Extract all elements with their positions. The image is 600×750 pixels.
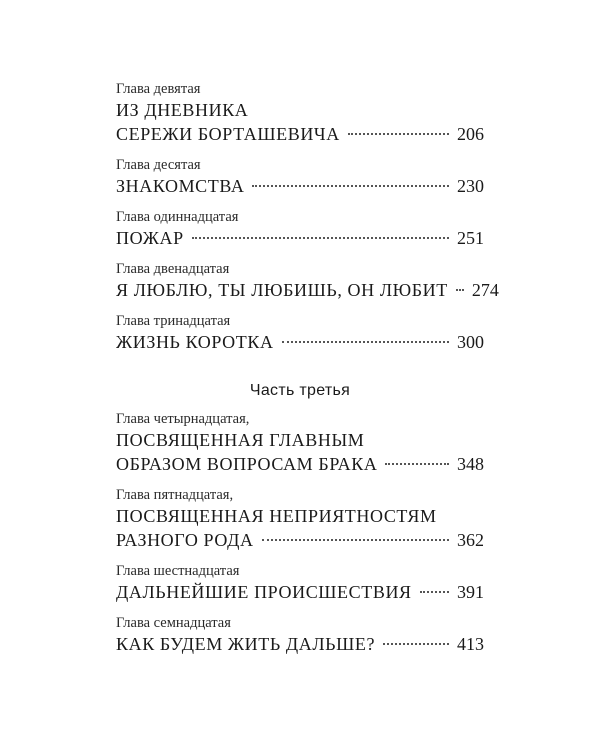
chapter-title: Я ЛЮБЛЮ, ТЫ ЛЮБИШЬ, ОН ЛЮБИТ [116, 280, 448, 300]
chapter-label: Глава тринадцатая [116, 313, 231, 329]
toc-chapter [116, 614, 484, 656]
toc-chapter [116, 156, 484, 198]
dot-leader [383, 643, 449, 645]
toc-entry [116, 580, 484, 604]
toc-group-after [116, 410, 484, 656]
chapter-title: КАК БУДЕМ ЖИТЬ ДАЛЬШЕ? [116, 634, 376, 654]
chapter-label: Глава десятая [116, 157, 201, 173]
toc-chapter [116, 486, 484, 552]
toc-entry [116, 330, 484, 354]
dot-leader [192, 237, 449, 239]
chapter-label: Глава одиннадцатая [116, 209, 239, 225]
chapter-label: Глава двенадцатая [116, 261, 230, 277]
dot-leader [262, 539, 449, 541]
chapter-title-line: ПОСВЯЩЕННАЯ НЕПРИЯТНОСТЯМ [116, 506, 437, 526]
chapter-title: ОБРАЗОМ ВОПРОСАМ БРАКА [116, 454, 378, 474]
chapter-title: РАЗНОГО РОДА [116, 530, 254, 550]
chapter-title: ПОЖАР [116, 228, 184, 248]
dot-leader [282, 341, 449, 343]
dot-leader [348, 133, 449, 135]
chapter-title-line: ИЗ ДНЕВНИКА [116, 100, 249, 120]
page-number: 230 [457, 176, 484, 196]
toc-group-before [116, 80, 499, 354]
toc-chapter [116, 80, 484, 146]
chapter-label: Глава шестнадцатая [116, 563, 240, 579]
page-number: 274 [471, 280, 499, 300]
toc-chapter [116, 562, 484, 604]
chapter-label: Глава четырнадцатая, [116, 411, 250, 427]
toc-entry [116, 528, 484, 552]
page-number: 362 [457, 530, 484, 550]
dot-leader [456, 289, 464, 291]
dot-leader [420, 591, 449, 593]
toc-chapter [116, 260, 499, 302]
toc-entry [116, 174, 484, 198]
toc-entry [116, 226, 484, 250]
part-heading: Часть третья [249, 382, 351, 399]
chapter-title: СЕРЕЖИ БОРТАШЕВИЧА [116, 124, 340, 144]
page-number: 348 [457, 454, 484, 474]
toc-entry [116, 278, 499, 302]
chapter-label: Глава девятая [116, 81, 201, 97]
dot-leader [252, 185, 449, 187]
toc-entry [116, 632, 484, 656]
chapter-title: ЗНАКОМСТВА [116, 176, 245, 196]
toc-entry [116, 122, 484, 146]
dot-leader [385, 463, 449, 465]
chapter-label: Глава пятнадцатая, [116, 487, 234, 503]
toc-chapter [116, 208, 484, 250]
toc-chapter [116, 410, 484, 476]
page-number: 413 [457, 634, 484, 654]
page-number: 391 [457, 582, 484, 602]
chapter-title-line: ПОСВЯЩЕННАЯ ГЛАВНЫМ [116, 430, 365, 450]
chapter-title: ЖИЗНЬ КОРОТКА [116, 332, 274, 352]
table-of-contents [116, 80, 499, 666]
toc-entry [116, 452, 484, 476]
chapter-title: ДАЛЬНЕЙШИЕ ПРОИСШЕСТВИЯ [116, 582, 412, 602]
chapter-label: Глава семнадцатая [116, 615, 231, 631]
page-number: 206 [457, 124, 484, 144]
page-number: 300 [457, 332, 484, 352]
toc-chapter [116, 312, 484, 354]
page-number: 251 [457, 228, 484, 248]
